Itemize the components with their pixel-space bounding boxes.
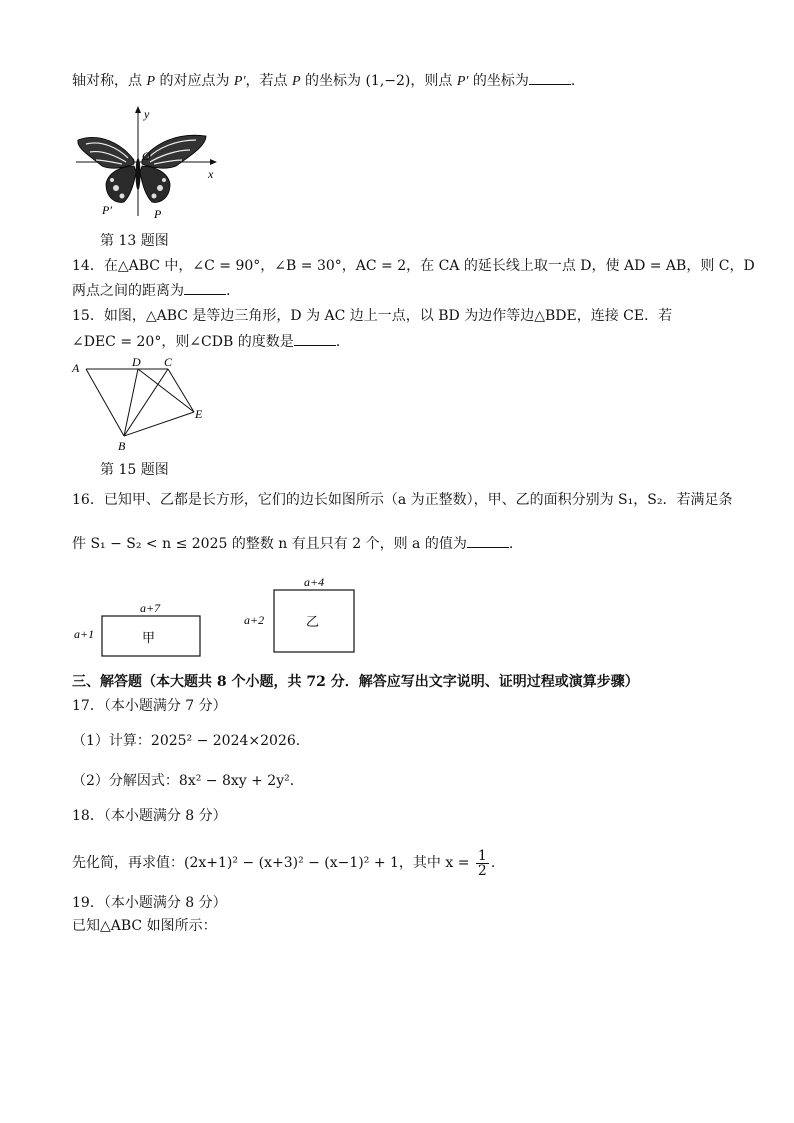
segment-ce (168, 369, 194, 412)
x-axis-arrow-icon (210, 159, 217, 165)
q18-frac-den: 2 (477, 862, 487, 879)
q14-line2-text: 两点之间的距离为 (72, 283, 184, 299)
rect-jia-name: 甲 (142, 630, 156, 645)
section3-title: 三、解答题（本大题共 8 个小题，共 72 分．解答应写出文字说明、证明过程或演算步骤） (72, 674, 639, 690)
q17-part2: （2）分解因式：8x² − 8xy + 2y²． (72, 773, 304, 789)
q14-answer-blank[interactable] (184, 280, 226, 295)
q17-head: 17．（本小题满分 7 分） (72, 698, 227, 714)
fig15-label-e: E (195, 407, 203, 421)
q18-text-line (72, 848, 495, 878)
segment-ab (86, 369, 124, 436)
rect-yi-name: 乙 (306, 614, 320, 629)
fig15-label-d: D (132, 356, 141, 369)
q18-end: . (490, 855, 496, 871)
q13-text-g: 的坐标为 (1,−2)，则点 (300, 73, 457, 89)
q13-point-pp2: P′ (456, 74, 469, 89)
rect-yi-left-label: a+2 (244, 613, 265, 627)
q13-text-e: ，若点 (245, 73, 292, 89)
fig15-label-a: A (72, 361, 80, 375)
q13-text-i: 的坐标为 (468, 73, 529, 89)
q13-text-a: 轴对称，点 (72, 73, 147, 89)
fig15-label-b: B (118, 439, 126, 453)
q15-line2 (72, 331, 340, 352)
q18-head: 18．（本小题满分 8 分） (72, 808, 227, 824)
q15-line2-text: ∠DEC = 20°，则∠CDB 的度数是 (72, 334, 294, 350)
q16-rectangles-figure (70, 572, 370, 662)
q14-line1: 14．在△ABC 中，∠C = 90°，∠B = 30°，AC = 2，在 CA 的延长线上取一点 D，使 AD = AB，则 C，D (72, 258, 755, 274)
q13-point-pp: P′ (233, 74, 246, 89)
q18-fraction (476, 849, 489, 878)
butterfly-body-icon (136, 158, 141, 190)
q15-triangle-figure (70, 356, 210, 456)
q15-figure-caption: 第 15 题图 (100, 462, 169, 478)
rect-yi-top-label: a+4 (304, 575, 325, 589)
q16-line2 (72, 533, 513, 554)
fig15-label-c: C (164, 356, 173, 369)
q13-point-p: P (146, 74, 156, 89)
q16-line2-text: 件 S₁ − S₂ < n ≤ 2025 的整数 n 有且只有 2 个，则 a 的值为 (72, 536, 467, 552)
q18-frac-num: 1 (477, 847, 487, 864)
q13-text-line (72, 70, 575, 92)
q14-line2-end: . (226, 283, 231, 299)
q19-head: 19．（本小题满分 8 分） (72, 895, 227, 911)
fig13-label-o: O (142, 149, 151, 163)
q13-point-p2: P (292, 74, 301, 89)
q13-answer-blank[interactable] (529, 70, 571, 85)
q14-line2 (72, 280, 230, 301)
y-axis-arrow-icon (135, 106, 141, 113)
q16-answer-blank[interactable] (467, 533, 509, 548)
rect-jia-left-label: a+1 (74, 627, 95, 641)
fig13-label-p: P (154, 207, 162, 221)
q16-line1: 16．已知甲、乙都是长方形，它们的边长如图所示（a 为正整数），甲、乙的面积分别为 S₁，S₂．若满足条 (72, 492, 733, 508)
q19-text: 已知△ABC 如图所示： (72, 918, 217, 934)
q16-line2-end: . (508, 536, 514, 552)
rect-jia-top-label: a+7 (140, 601, 161, 615)
q13-figure-caption: 第 13 题图 (100, 233, 169, 249)
q13-text-end: . (570, 73, 576, 89)
segment-be (124, 412, 194, 436)
q18-text: 先化简，再求值：(2x+1)² − (x+3)² − (x−1)² + 1，其中 x = (72, 855, 470, 871)
q17-part1: （1）计算：2025² − 2024×2026． (72, 733, 310, 749)
q13-text-c: 的对应点为 (155, 73, 234, 89)
fig13-label-pp: P′ (102, 203, 112, 217)
segment-de (138, 369, 194, 412)
q13-butterfly-figure (72, 104, 222, 224)
q15-line2-end: . (335, 334, 341, 350)
fig13-label-y: y (144, 107, 150, 121)
fig13-label-x: x (208, 167, 214, 181)
q15-line1: 15．如图，△ABC 是等边三角形，D 为 AC 边上一点，以 BD 为边作等边△BDE，连接 CE．若 (72, 308, 673, 324)
q15-answer-blank[interactable] (294, 331, 336, 346)
